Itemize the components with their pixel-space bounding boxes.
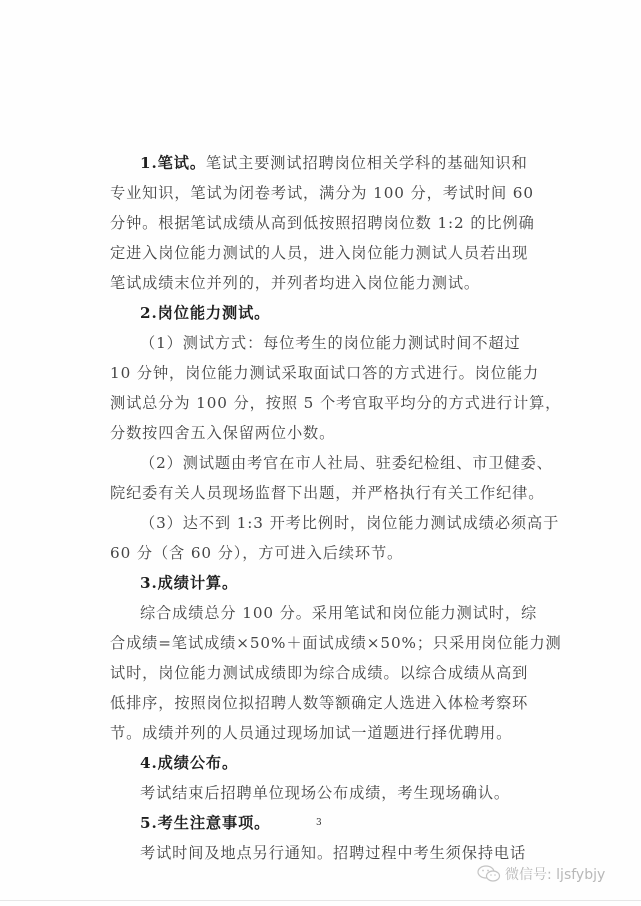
section-2-line-7: （3）达不到 1:3 开考比例时，岗位能力测试成绩必须高于 bbox=[140, 514, 560, 532]
section-4-line-1: 考试结束后招聘单位现场公布成绩，考生现场确认。 bbox=[140, 784, 511, 802]
section-3-line-5: 节。成绩并列的人员通过现场加试一道题进行择优聘用。 bbox=[110, 724, 513, 742]
section-3-line-4: 低排序，按照岗位拟招聘人数等额确定人选进入体检考察环 bbox=[110, 694, 529, 712]
section-1-heading: 1.笔试。 bbox=[140, 154, 206, 172]
section-2-line-5: （2）测试题由考官在市人社局、驻委纪检组、市卫健委、 bbox=[140, 454, 553, 472]
section-3-heading: 3.成绩计算。 bbox=[140, 574, 239, 592]
watermark-text: 微信号: ljsfybjy bbox=[505, 867, 606, 883]
section-2-line-3: 测试总分为 100 分，按照 5 个考官取平均分的方式进行计算， bbox=[110, 394, 562, 412]
section-1-line-3: 分钟。根据笔试成绩从高到低按照招聘岗位数 1:2 的比例确 bbox=[110, 214, 535, 232]
section-1-line-4: 定进入岗位能力测试的人员，进入岗位能力测试人员若出现 bbox=[110, 244, 529, 262]
section-1-line-5: 笔试成绩末位并列的，并列者均进入岗位能力测试。 bbox=[110, 274, 481, 292]
section-4-heading: 4.成绩公布。 bbox=[140, 754, 239, 772]
section-5-line-1: 考试时间及地点另行通知。招聘过程中考生须保持电话 bbox=[140, 844, 527, 862]
section-2-line-8: 60 分（含 60 分），方可进入后续环节。 bbox=[110, 544, 404, 562]
page-number: 3 bbox=[316, 818, 322, 828]
section-3-line-3: 试时，岗位能力测试成绩即为综合成绩。以综合成绩从高到 bbox=[110, 664, 529, 682]
section-2-line-1: （1）测试方式：每位考生的岗位能力测试时间不超过 bbox=[140, 334, 521, 352]
section-1-line-2: 专业知识，笔试为闭卷考试，满分为 100 分，考试时间 60 bbox=[110, 184, 534, 202]
section-2-heading: 2.岗位能力测试。 bbox=[140, 304, 271, 322]
footer-divider bbox=[0, 900, 641, 901]
section-3-line-2: 合成绩=笔试成绩×50%＋面试成绩×50%；只采用岗位能力测 bbox=[110, 634, 562, 652]
section-2-line-4: 分数按四舍五入保留两位小数。 bbox=[110, 424, 336, 442]
section-2-line-2: 10 分钟，岗位能力测试采取面试口答的方式进行。岗位能力 bbox=[110, 364, 540, 382]
section-1-line-1: 1.笔试。笔试主要测试招聘岗位相关学科的基础知识和 bbox=[140, 154, 528, 172]
wechat-watermark bbox=[477, 864, 605, 884]
section-5-heading: 5.考生注意事项。 bbox=[140, 814, 271, 832]
section-2-line-6: 院纪委有关人员现场监督下出题，并严格执行有关工作纪律。 bbox=[110, 484, 545, 502]
wechat-icon bbox=[477, 865, 501, 883]
section-3-line-1: 综合成绩总分 100 分。采用笔试和岗位能力测试时，综 bbox=[140, 604, 538, 622]
